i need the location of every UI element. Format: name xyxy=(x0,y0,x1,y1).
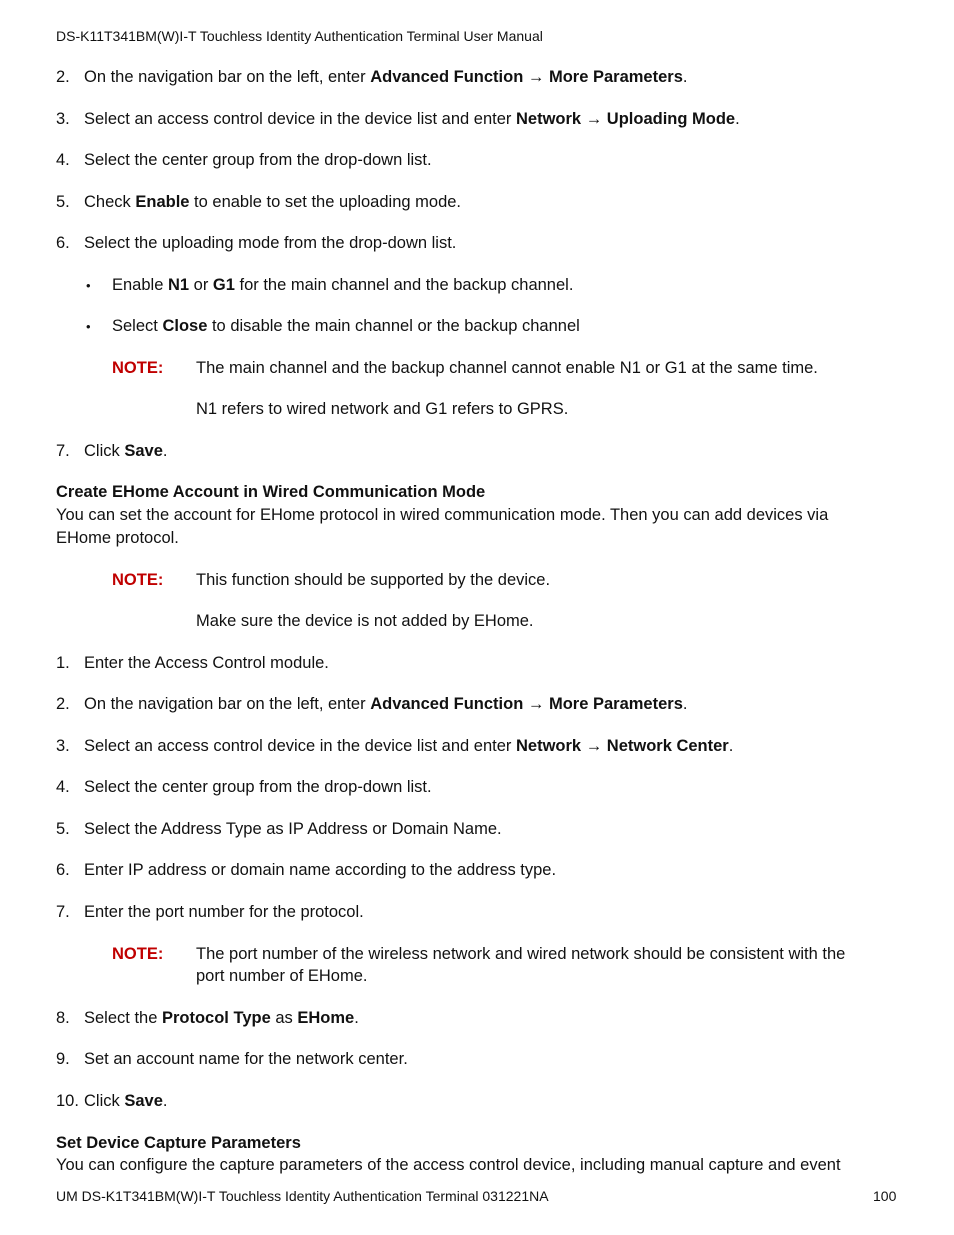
step-number: 10. xyxy=(56,1092,79,1110)
step-text: Select the center group from the drop-down list. xyxy=(84,151,432,169)
note-line: This function should be supported by the device. xyxy=(196,571,551,589)
step-text: On the navigation bar on the left, enter Advanced Function → More Parameters. xyxy=(84,695,688,713)
step-number: 5. xyxy=(56,820,70,838)
step-text: Check Enable to enable to set the uploading mode. xyxy=(84,193,462,211)
intro-line: You can configure the capture parameters of the access control device, including manual capture and event xyxy=(56,1156,841,1174)
bullet-icon: • xyxy=(86,319,91,334)
step-number: 8. xyxy=(56,1009,70,1027)
step-number: 3. xyxy=(56,110,70,128)
step-text: Select the Address Type as IP Address or Domain Name. xyxy=(84,820,502,838)
page-number: 100 xyxy=(873,1188,897,1204)
step-number: 7. xyxy=(56,442,70,460)
note-line: port number of EHome. xyxy=(196,967,368,985)
step-text: Select an access control device in the device list and enter Network → Network Center. xyxy=(84,737,734,755)
step-number: 6. xyxy=(56,234,70,252)
step-text: Enter the port number for the protocol. xyxy=(84,903,364,921)
note-label: NOTE: xyxy=(112,359,164,377)
step-number: 2. xyxy=(56,68,70,86)
intro-line: You can set the account for EHome protocol in wired communication mode. Then you can add devices via xyxy=(56,506,829,524)
note-label: NOTE: xyxy=(112,571,164,589)
step-text: Click Save. xyxy=(84,442,168,460)
step-number: 4. xyxy=(56,778,70,796)
page-header: DS-K11T341BM(W)I-T Touchless Identity Authentication Terminal User Manual xyxy=(56,28,543,44)
step-number: 9. xyxy=(56,1050,70,1068)
step-number: 3. xyxy=(56,737,70,755)
step-number: 6. xyxy=(56,861,70,879)
step-text: Select the Protocol Type as EHome. xyxy=(84,1009,359,1027)
section-heading: Set Device Capture Parameters xyxy=(56,1134,301,1152)
intro-line: EHome protocol. xyxy=(56,529,179,547)
note-line: N1 refers to wired network and G1 refers to GPRS. xyxy=(196,400,569,418)
note-line: The main channel and the backup channel cannot enable N1 or G1 at the same time. xyxy=(196,359,818,377)
bullet-icon: • xyxy=(86,278,91,293)
section-heading: Create EHome Account in Wired Communication Mode xyxy=(56,483,486,501)
step-text: On the navigation bar on the left, enter Advanced Function → More Parameters. xyxy=(84,68,688,86)
step-number: 2. xyxy=(56,695,70,713)
bullet-text: Select Close to disable the main channel or the backup channel xyxy=(112,317,580,335)
note-label: NOTE: xyxy=(112,945,164,963)
step-text: Click Save. xyxy=(84,1092,168,1110)
step-text: Enter the Access Control module. xyxy=(84,654,329,672)
bullet-text: Enable N1 or G1 for the main channel and the backup channel. xyxy=(112,276,574,294)
note-line: The port number of the wireless network and wired network should be consistent with the xyxy=(196,945,846,963)
step-text: Set an account name for the network center. xyxy=(84,1050,408,1068)
step-number: 5. xyxy=(56,193,70,211)
page-footer: UM DS-K1T341BM(W)I-T Touchless Identity Authentication Terminal 031221NA xyxy=(56,1188,549,1204)
step-text: Select the uploading mode from the drop-down list. xyxy=(84,234,457,252)
note-line: Make sure the device is not added by EHome. xyxy=(196,612,534,630)
step-text: Select an access control device in the device list and enter Network → Uploading Mode. xyxy=(84,110,740,128)
step-number: 1. xyxy=(56,654,70,672)
step-text: Enter IP address or domain name according to the address type. xyxy=(84,861,557,879)
step-number: 4. xyxy=(56,151,70,169)
step-text: Select the center group from the drop-down list. xyxy=(84,778,432,796)
step-number: 7. xyxy=(56,903,70,921)
